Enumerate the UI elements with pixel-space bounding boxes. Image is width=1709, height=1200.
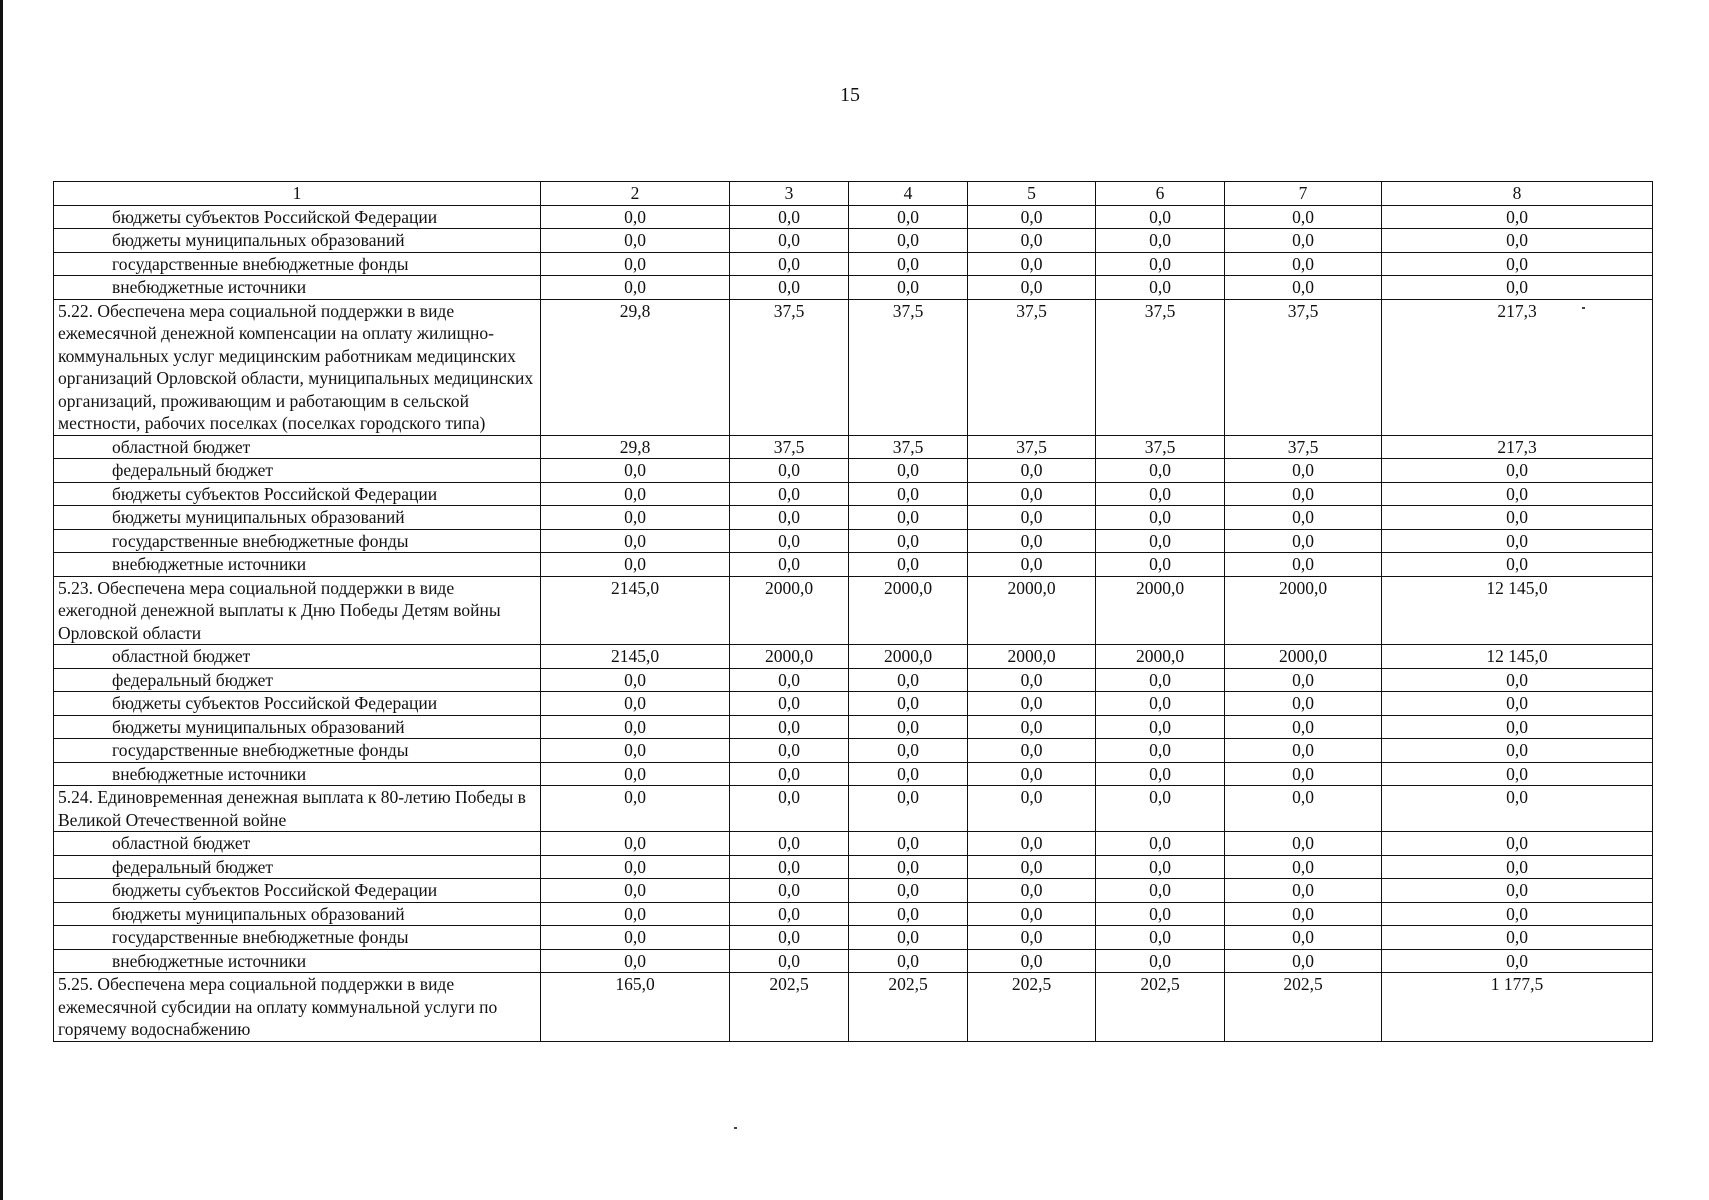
year-value-cell: 0,0 [541, 205, 730, 229]
measure-row [54, 299, 1653, 435]
year-value-cell: 0,0 [849, 276, 968, 300]
year-value-cell: 0,0 [730, 668, 849, 692]
total-cell: 0,0 [1382, 459, 1653, 483]
source-label: бюджеты субъектов Российской Федерации [54, 879, 541, 903]
measure-label: 5.22. Обеспечена мера социальной поддержки в виде ежемесячной денежной компенсации на оплату жилищно-коммунальных услуг медицинским работникам медицинских организаций Орловской области, муниципальных медицинских организаций, проживающим и работающим в сельской местности, рабочих поселках (поселках городского типа) [54, 299, 541, 435]
year-value-cell: 0,0 [730, 506, 849, 530]
source-row [54, 229, 1653, 253]
measure-label: 5.24. Единовременная денежная выплата к 80-летию Победы в Великой Отечественной войне [54, 786, 541, 832]
year-value-cell: 0,0 [730, 459, 849, 483]
source-row [54, 762, 1653, 786]
total-cell: 217,3 [1382, 435, 1653, 459]
column-number-cell: 6 [1096, 182, 1225, 206]
total-cell: 0,0 [1382, 276, 1653, 300]
year-value-cell: 0,0 [541, 926, 730, 950]
source-label: бюджеты муниципальных образований [54, 506, 541, 530]
total-cell: 0,0 [1382, 786, 1653, 832]
year-value-cell: 0,0 [968, 229, 1096, 253]
year-value-cell: 0,0 [730, 715, 849, 739]
source-label: бюджеты муниципальных образований [54, 229, 541, 253]
year-value-cell: 0,0 [1225, 205, 1382, 229]
year-value-cell: 0,0 [968, 692, 1096, 716]
year-value-cell: 2000,0 [730, 645, 849, 669]
year-value-cell: 0,0 [1096, 879, 1225, 903]
source-label: областной бюджет [54, 645, 541, 669]
year-value-cell: 0,0 [849, 926, 968, 950]
source-row [54, 459, 1653, 483]
source-row [54, 668, 1653, 692]
year-value-cell: 0,0 [849, 855, 968, 879]
year-value-cell: 0,0 [730, 832, 849, 856]
column-number-cell: 8 [1382, 182, 1653, 206]
year-value-cell: 0,0 [1096, 252, 1225, 276]
source-row [54, 879, 1653, 903]
year-value-cell: 0,0 [968, 205, 1096, 229]
source-label: государственные внебюджетные фонды [54, 739, 541, 763]
year-value-cell: 0,0 [541, 553, 730, 577]
year-value-cell: 0,0 [1096, 553, 1225, 577]
year-value-cell: 2145,0 [541, 576, 730, 645]
year-value-cell: 37,5 [730, 299, 849, 435]
year-value-cell: 0,0 [849, 252, 968, 276]
year-value-cell: 37,5 [730, 435, 849, 459]
year-value-cell: 2000,0 [1225, 576, 1382, 645]
table-body [54, 182, 1653, 1042]
total-cell: 0,0 [1382, 879, 1653, 903]
year-value-cell: 0,0 [1096, 832, 1225, 856]
year-value-cell: 0,0 [1225, 949, 1382, 973]
year-value-cell: 0,0 [849, 902, 968, 926]
year-value-cell: 0,0 [1225, 276, 1382, 300]
page-left-edge [0, 0, 3, 1200]
total-cell: 0,0 [1382, 715, 1653, 739]
year-value-cell: 0,0 [1225, 786, 1382, 832]
year-value-cell: 0,0 [968, 855, 1096, 879]
source-label: государственные внебюджетные фонды [54, 926, 541, 950]
year-value-cell: 0,0 [1225, 553, 1382, 577]
column-number-cell: 5 [968, 182, 1096, 206]
year-value-cell: 0,0 [1225, 715, 1382, 739]
year-value-cell: 0,0 [1096, 926, 1225, 950]
year-value-cell: 0,0 [849, 506, 968, 530]
year-value-cell: 0,0 [730, 276, 849, 300]
source-label: внебюджетные источники [54, 762, 541, 786]
year-value-cell: 0,0 [968, 529, 1096, 553]
year-value-cell: 0,0 [968, 832, 1096, 856]
year-value-cell: 0,0 [1225, 459, 1382, 483]
year-value-cell: 2000,0 [968, 645, 1096, 669]
measure-row [54, 786, 1653, 832]
year-value-cell: 0,0 [541, 276, 730, 300]
total-cell: 0,0 [1382, 252, 1653, 276]
year-value-cell: 0,0 [730, 205, 849, 229]
column-number-cell: 1 [54, 182, 541, 206]
year-value-cell: 0,0 [1225, 762, 1382, 786]
total-cell: 0,0 [1382, 205, 1653, 229]
year-value-cell: 0,0 [730, 786, 849, 832]
source-row [54, 529, 1653, 553]
total-cell: 0,0 [1382, 949, 1653, 973]
year-value-cell: 0,0 [1096, 949, 1225, 973]
year-value-cell: 202,5 [730, 973, 849, 1042]
source-label: государственные внебюджетные фонды [54, 252, 541, 276]
source-row [54, 276, 1653, 300]
source-label: бюджеты субъектов Российской Федерации [54, 205, 541, 229]
year-value-cell: 0,0 [968, 276, 1096, 300]
year-value-cell: 0,0 [1096, 692, 1225, 716]
year-value-cell: 37,5 [849, 299, 968, 435]
year-value-cell: 2000,0 [849, 576, 968, 645]
year-value-cell: 0,0 [1225, 832, 1382, 856]
year-value-cell: 0,0 [1225, 482, 1382, 506]
year-value-cell: 37,5 [1225, 435, 1382, 459]
year-value-cell: 0,0 [849, 459, 968, 483]
year-value-cell: 2000,0 [1096, 645, 1225, 669]
year-value-cell: 0,0 [541, 832, 730, 856]
total-cell: 0,0 [1382, 529, 1653, 553]
source-label: бюджеты субъектов Российской Федерации [54, 692, 541, 716]
year-value-cell: 0,0 [968, 949, 1096, 973]
source-label: областной бюджет [54, 435, 541, 459]
year-value-cell: 0,0 [849, 762, 968, 786]
year-value-cell: 0,0 [1096, 668, 1225, 692]
source-row [54, 926, 1653, 950]
source-label: внебюджетные источники [54, 949, 541, 973]
source-label: бюджеты муниципальных образований [54, 902, 541, 926]
scan-speck [734, 1127, 737, 1129]
source-row [54, 692, 1653, 716]
source-row [54, 832, 1653, 856]
year-value-cell: 0,0 [1225, 668, 1382, 692]
source-label: государственные внебюджетные фонды [54, 529, 541, 553]
year-value-cell: 0,0 [1096, 459, 1225, 483]
year-value-cell: 0,0 [730, 252, 849, 276]
total-cell: 0,0 [1382, 762, 1653, 786]
year-value-cell: 0,0 [849, 482, 968, 506]
year-value-cell: 37,5 [849, 435, 968, 459]
total-cell: 0,0 [1382, 668, 1653, 692]
year-value-cell: 37,5 [1096, 435, 1225, 459]
total-cell: 0,0 [1382, 926, 1653, 950]
total-cell: 217,3 [1382, 299, 1653, 435]
source-row [54, 949, 1653, 973]
year-value-cell: 0,0 [541, 715, 730, 739]
year-value-cell: 37,5 [1096, 299, 1225, 435]
source-row [54, 902, 1653, 926]
year-value-cell: 0,0 [1096, 506, 1225, 530]
source-row [54, 435, 1653, 459]
year-value-cell: 0,0 [968, 786, 1096, 832]
total-cell: 0,0 [1382, 553, 1653, 577]
column-number-cell: 7 [1225, 182, 1382, 206]
year-value-cell: 0,0 [1096, 739, 1225, 763]
measure-row [54, 576, 1653, 645]
measure-label: 5.25. Обеспечена мера социальной поддержки в виде ежемесячной субсидии на оплату коммунальной услуги по горячему водоснабжению [54, 973, 541, 1042]
total-cell: 0,0 [1382, 902, 1653, 926]
year-value-cell: 165,0 [541, 973, 730, 1042]
year-value-cell: 0,0 [730, 739, 849, 763]
year-value-cell: 0,0 [1225, 855, 1382, 879]
year-value-cell: 0,0 [541, 482, 730, 506]
measure-label: 5.23. Обеспечена мера социальной поддержки в виде ежегодной денежной выплаты к Дню Победы Детям войны Орловской области [54, 576, 541, 645]
source-row [54, 506, 1653, 530]
year-value-cell: 2000,0 [849, 645, 968, 669]
scan-speck [1582, 307, 1585, 309]
year-value-cell: 0,0 [849, 668, 968, 692]
source-label: бюджеты субъектов Российской Федерации [54, 482, 541, 506]
total-cell: 1 177,5 [1382, 973, 1653, 1042]
year-value-cell: 0,0 [730, 902, 849, 926]
source-row [54, 855, 1653, 879]
year-value-cell: 0,0 [1225, 879, 1382, 903]
year-value-cell: 0,0 [730, 482, 849, 506]
year-value-cell: 0,0 [730, 529, 849, 553]
total-cell: 12 145,0 [1382, 645, 1653, 669]
source-label: внебюджетные источники [54, 553, 541, 577]
year-value-cell: 0,0 [968, 506, 1096, 530]
source-label: федеральный бюджет [54, 668, 541, 692]
year-value-cell: 2000,0 [730, 576, 849, 645]
year-value-cell: 29,8 [541, 435, 730, 459]
year-value-cell: 0,0 [730, 926, 849, 950]
page-number: 15 [840, 84, 860, 106]
total-cell: 0,0 [1382, 229, 1653, 253]
year-value-cell: 2000,0 [1225, 645, 1382, 669]
year-value-cell: 0,0 [730, 553, 849, 577]
year-value-cell: 0,0 [730, 692, 849, 716]
year-value-cell: 0,0 [968, 762, 1096, 786]
year-value-cell: 0,0 [1096, 205, 1225, 229]
total-cell: 0,0 [1382, 506, 1653, 530]
year-value-cell: 0,0 [1096, 529, 1225, 553]
source-label: областной бюджет [54, 832, 541, 856]
year-value-cell: 0,0 [968, 459, 1096, 483]
year-value-cell: 0,0 [968, 902, 1096, 926]
year-value-cell: 0,0 [1096, 229, 1225, 253]
total-cell: 0,0 [1382, 855, 1653, 879]
year-value-cell: 0,0 [1225, 229, 1382, 253]
year-value-cell: 202,5 [849, 973, 968, 1042]
column-number-cell: 2 [541, 182, 730, 206]
budget-table [53, 181, 1653, 1042]
year-value-cell: 0,0 [541, 879, 730, 903]
year-value-cell: 29,8 [541, 299, 730, 435]
year-value-cell: 0,0 [849, 692, 968, 716]
column-number-cell: 3 [730, 182, 849, 206]
year-value-cell: 0,0 [1096, 786, 1225, 832]
source-row [54, 645, 1653, 669]
year-value-cell: 0,0 [1096, 276, 1225, 300]
year-value-cell: 0,0 [1225, 506, 1382, 530]
year-value-cell: 0,0 [1225, 692, 1382, 716]
source-label: бюджеты муниципальных образований [54, 715, 541, 739]
year-value-cell: 0,0 [849, 205, 968, 229]
year-value-cell: 202,5 [1225, 973, 1382, 1042]
year-value-cell: 0,0 [849, 786, 968, 832]
year-value-cell: 0,0 [849, 739, 968, 763]
source-label: внебюджетные источники [54, 276, 541, 300]
year-value-cell: 0,0 [968, 668, 1096, 692]
year-value-cell: 0,0 [1096, 902, 1225, 926]
year-value-cell: 0,0 [1225, 926, 1382, 950]
year-value-cell: 0,0 [1096, 855, 1225, 879]
year-value-cell: 0,0 [1096, 762, 1225, 786]
year-value-cell: 0,0 [849, 715, 968, 739]
year-value-cell: 0,0 [968, 553, 1096, 577]
year-value-cell: 0,0 [968, 739, 1096, 763]
source-row [54, 482, 1653, 506]
year-value-cell: 0,0 [1096, 715, 1225, 739]
column-number-cell: 4 [849, 182, 968, 206]
source-label: федеральный бюджет [54, 459, 541, 483]
year-value-cell: 202,5 [968, 973, 1096, 1042]
year-value-cell: 0,0 [541, 459, 730, 483]
year-value-cell: 0,0 [1225, 252, 1382, 276]
column-number-row [54, 182, 1653, 206]
year-value-cell: 0,0 [968, 715, 1096, 739]
year-value-cell: 2145,0 [541, 645, 730, 669]
year-value-cell: 0,0 [730, 229, 849, 253]
year-value-cell: 0,0 [541, 668, 730, 692]
year-value-cell: 202,5 [1096, 973, 1225, 1042]
year-value-cell: 0,0 [849, 949, 968, 973]
source-row [54, 205, 1653, 229]
year-value-cell: 0,0 [968, 879, 1096, 903]
year-value-cell: 37,5 [1225, 299, 1382, 435]
year-value-cell: 0,0 [1096, 482, 1225, 506]
total-cell: 0,0 [1382, 482, 1653, 506]
total-cell: 0,0 [1382, 832, 1653, 856]
year-value-cell: 0,0 [730, 762, 849, 786]
total-cell: 0,0 [1382, 692, 1653, 716]
source-label: федеральный бюджет [54, 855, 541, 879]
year-value-cell: 0,0 [541, 692, 730, 716]
year-value-cell: 0,0 [730, 855, 849, 879]
measure-row [54, 973, 1653, 1042]
year-value-cell: 0,0 [849, 229, 968, 253]
year-value-cell: 0,0 [849, 529, 968, 553]
year-value-cell: 0,0 [1225, 529, 1382, 553]
year-value-cell: 0,0 [541, 786, 730, 832]
source-row [54, 739, 1653, 763]
year-value-cell: 0,0 [541, 229, 730, 253]
year-value-cell: 0,0 [968, 252, 1096, 276]
year-value-cell: 0,0 [1225, 739, 1382, 763]
year-value-cell: 0,0 [541, 739, 730, 763]
total-cell: 0,0 [1382, 739, 1653, 763]
year-value-cell: 2000,0 [968, 576, 1096, 645]
year-value-cell: 37,5 [968, 435, 1096, 459]
year-value-cell: 0,0 [1225, 902, 1382, 926]
year-value-cell: 2000,0 [1096, 576, 1225, 645]
year-value-cell: 0,0 [849, 879, 968, 903]
source-row [54, 715, 1653, 739]
source-row [54, 252, 1653, 276]
year-value-cell: 0,0 [541, 252, 730, 276]
year-value-cell: 37,5 [968, 299, 1096, 435]
year-value-cell: 0,0 [968, 482, 1096, 506]
year-value-cell: 0,0 [849, 553, 968, 577]
source-row [54, 553, 1653, 577]
year-value-cell: 0,0 [849, 832, 968, 856]
year-value-cell: 0,0 [541, 529, 730, 553]
year-value-cell: 0,0 [730, 879, 849, 903]
year-value-cell: 0,0 [541, 762, 730, 786]
year-value-cell: 0,0 [541, 855, 730, 879]
year-value-cell: 0,0 [968, 926, 1096, 950]
year-value-cell: 0,0 [541, 506, 730, 530]
year-value-cell: 0,0 [730, 949, 849, 973]
year-value-cell: 0,0 [541, 902, 730, 926]
total-cell: 12 145,0 [1382, 576, 1653, 645]
year-value-cell: 0,0 [541, 949, 730, 973]
